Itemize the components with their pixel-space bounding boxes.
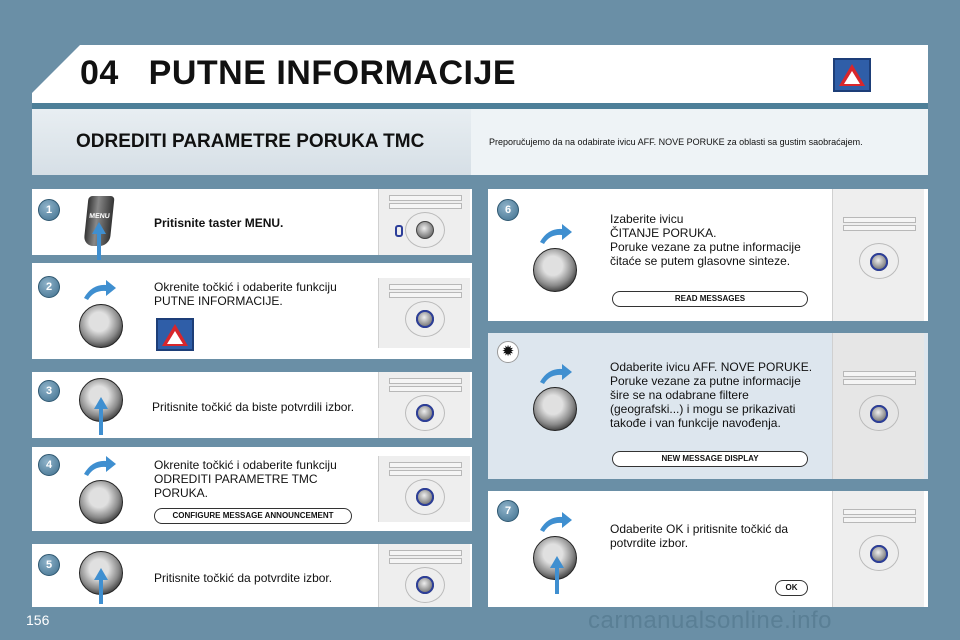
radio-unit-7 [832, 333, 924, 479]
step-text-3: Pritisnite točkić da biste potvrdili izbor. [152, 400, 355, 414]
press-arrow-icon [94, 568, 108, 606]
step-text-7: Odaberite OK i pritisnite točkić da potvrdite izbor. [610, 522, 789, 550]
section-note [471, 109, 928, 175]
section-title: ODREDITI PARAMETRE PORUKA TMC [76, 131, 425, 152]
step-number-3: 3 [38, 380, 60, 402]
page-title: 04 PUTNE INFORMACIJE [80, 54, 517, 92]
configure-message-pill: CONFIGURE MESSAGE ANNOUNCEMENT [154, 508, 352, 524]
radio-unit-8 [832, 491, 924, 607]
radio-unit-5 [378, 544, 470, 607]
press-arrow-icon [550, 556, 564, 594]
traffic-info-icon [156, 318, 194, 351]
read-messages-pill: READ MESSAGES [612, 291, 808, 307]
new-message-display-pill: NEW MESSAGE DISPLAY [612, 451, 808, 467]
step-number-6: 6 [497, 199, 519, 221]
radio-unit-4 [378, 456, 470, 522]
ok-pill: OK [775, 580, 808, 596]
step-number-7: 7 [497, 500, 519, 522]
section-note-text: Preporučujemo da na odabirate ivicu AFF. NOVE PORUKE za oblasti sa gustim saobraćajem. [489, 137, 863, 147]
radio-unit-3 [378, 372, 470, 438]
rotate-arrow-icon [538, 364, 572, 384]
radio-unit-6 [832, 189, 924, 321]
radio-unit-2 [378, 278, 470, 348]
step-text-1: Pritisnite taster MENU. [154, 216, 284, 230]
highlighted-key [395, 225, 403, 237]
step-text-2: Okrenite točkić i odaberite funkciju PUTNE INFORMACIJE. [154, 280, 337, 308]
step-text-4: Okrenite točkić i odaberite funkciju ODREDITI PARAMETRE TMC PORUKA. [154, 458, 337, 500]
rotary-knob [533, 248, 577, 292]
menu-button: MENU [83, 196, 114, 246]
press-arrow-icon [92, 222, 106, 260]
page-number: 156 [26, 612, 50, 628]
step-number-1: 1 [38, 199, 60, 221]
step-text-5: Pritisnite točkić da potvrdite izbor. [154, 571, 333, 585]
press-arrow-icon [94, 397, 108, 435]
watermark: carmanualsonline.info [588, 607, 832, 634]
step-number-4: 4 [38, 454, 60, 476]
rotary-knob [533, 387, 577, 431]
rotate-arrow-icon [82, 456, 116, 476]
rotate-arrow-icon [82, 280, 116, 300]
rotary-knob [79, 480, 123, 524]
radio-unit-1 [378, 189, 470, 255]
traffic-warning-icon [833, 58, 871, 92]
step-number-2: 2 [38, 276, 60, 298]
rotate-arrow-icon [538, 512, 572, 532]
rotate-arrow-icon [538, 224, 572, 244]
sun-icon: ✹ [497, 341, 519, 363]
step-number-5: 5 [38, 554, 60, 576]
step-text-6: Izaberite ivicu ČITANJE PORUKA. Poruke vezane za putne informacije čitaće se putem glasovne sinteze. [610, 212, 801, 268]
info-text: Odaberite ivicu AFF. NOVE PORUKE. Poruke vezane za putne informacije šire se na odabrane filtere (geografski...) i mogu se prikazivati takođe i van funkcije navođenja. [610, 360, 813, 430]
rotary-knob [79, 304, 123, 348]
